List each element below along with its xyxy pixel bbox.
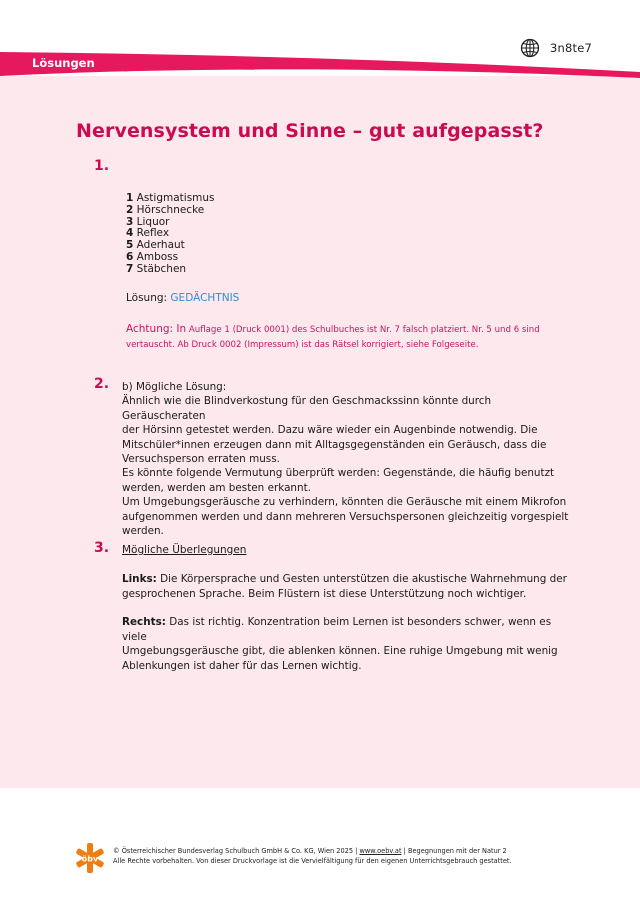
list-item: 3 Liquor: [126, 215, 170, 228]
text-line: Umgebungsgeräusche gibt, die ablenken können. Eine ruhige Umgebung mit wenig: [122, 645, 558, 658]
text-line: werden.: [122, 525, 164, 538]
text-line: b) Mögliche Lösung:: [122, 381, 227, 393]
rechts-label: Rechts:: [122, 616, 166, 628]
links-paragraph: [122, 572, 572, 601]
correction-note: [126, 322, 546, 353]
list-item: 1 Astigmatismus: [126, 192, 215, 204]
task2-text: [122, 380, 572, 538]
text-line: Links: Die Körpersprache und Gesten unterstützen die akustische Wahrnehmung der: [122, 573, 567, 585]
text-line: Mitschüler*innen erzeugen dann mit Alltagsgegenständen ein Geräusch, dass die: [122, 438, 547, 451]
footer-line-1: © Österreichischer Bundesverlag Schulbuch GmbH & Co. KG, Wien 2025 | www.oebv.at | Begegnungen mit der Natur 2: [113, 847, 507, 855]
answer-list: [126, 193, 215, 276]
svg-text:öbv: öbv: [81, 854, 99, 864]
text-line: Es könnte folgende Vermutung überprüft werden: Gegenstände, die häufig benutzt: [122, 467, 555, 480]
task-number-2: 2.: [94, 376, 110, 392]
text-line: Ähnlich wie die Blindverkostung für den Geschmackssinn könnte durch Geräuscheraten: [122, 395, 492, 422]
banner-label: Lösungen: [32, 56, 95, 70]
footer-line-2: Alle Rechte vorbehalten. Von dieser Druckvorlage ist die Vervielfältigung für den eigenen Unterrichtsgebrauch gestattet.: [113, 857, 512, 865]
list-item: 5 Aderhaut: [126, 239, 185, 252]
list-item: 2 Hörschnecke: [126, 203, 205, 216]
links-label: Links:: [122, 573, 157, 585]
text-line: Versuchsperson erraten muss.: [122, 453, 280, 466]
solution-value: GEDÄCHTNIS: [170, 292, 240, 304]
task3-heading: Mögliche Überlegungen: [122, 544, 247, 556]
rechts-paragraph: [122, 615, 572, 673]
task-number-3: 3.: [94, 540, 110, 556]
publisher-logo: [74, 842, 106, 874]
list-item: 6 Amboss: [126, 250, 179, 263]
page-title: Nervensystem und Sinne – gut aufgepasst?: [76, 120, 544, 142]
text-line: der Hörsinn getestet werden. Dazu wäre wieder ein Augenbinde notwendig. Die: [122, 424, 538, 437]
task-number-1: 1.: [94, 158, 110, 174]
footer-text: [113, 846, 573, 866]
text-line: Rechts: Das ist richtig. Konzentration beim Lernen ist besonders schwer, wenn es viele: [122, 616, 552, 643]
text-line: Ablenkungen ist daher für das Lernen wichtig.: [122, 659, 362, 672]
text-line: werden, werden am besten erkannt.: [122, 481, 311, 494]
text-line: gesprochenen Sprache. Beim Flüstern ist diese Unterstützung noch wichtiger.: [122, 587, 527, 600]
section-banner: [0, 52, 640, 82]
note-body: Auflage 1 (Druck 0001) des Schulbuches ist Nr. 7 falsch platziert. Nr. 5 und 6 sind vertauscht. Ab Druck 0002 (Impressum) ist das Rätsel korrigiert, siehe Folgeseite.: [126, 325, 540, 350]
text-line: Um Umgebungsgeräusche zu verhindern, könnten die Geräusche mit einem Mikrofon: [122, 496, 567, 509]
code-text: 3n8te7: [549, 41, 592, 55]
text-line: aufgenommen werden und dann mehreren Versuchspersonen gleichzeitig vorgespielt: [122, 510, 569, 523]
solution-label: Lösung:: [126, 292, 168, 304]
list-item: 7 Stäbchen: [126, 262, 187, 275]
solution-line: [126, 292, 239, 304]
publisher-link[interactable]: www.oebv.at: [359, 847, 402, 855]
note-lead: Achtung: In: [126, 323, 187, 335]
list-item: 4 Reflex: [126, 227, 170, 240]
